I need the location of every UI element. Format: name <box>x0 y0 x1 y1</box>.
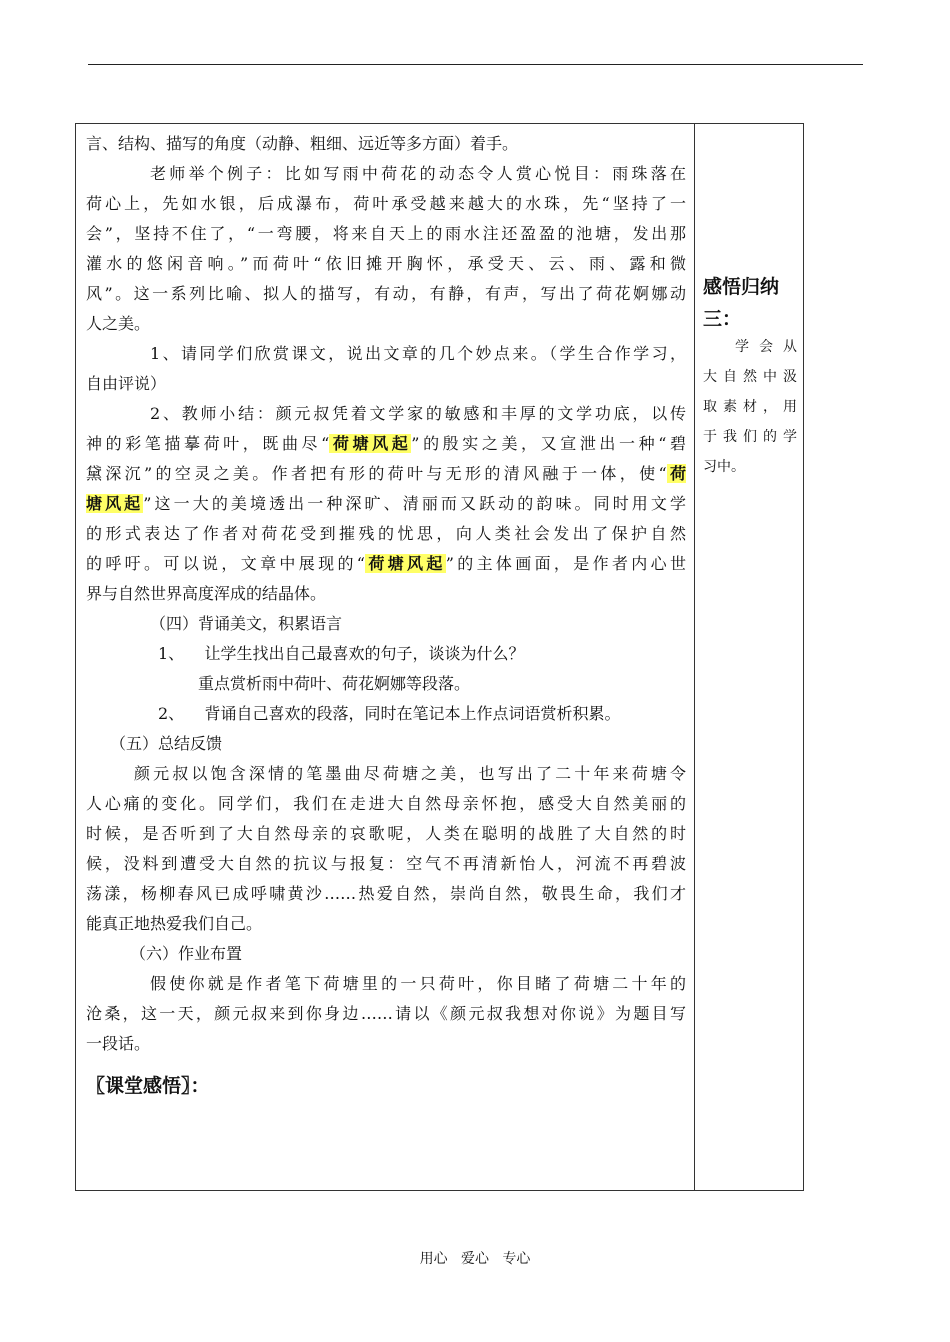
highlighted-title: 荷塘风起 <box>329 434 412 453</box>
side-title: 三： <box>703 308 742 330</box>
text-line: 老师举个例子：比如写雨中荷花的动态令人赏心悦目：雨珠落在 <box>150 164 686 183</box>
highlighted-title: 荷塘风起 <box>364 554 446 573</box>
text-line: 灌水的悠闲音响。”而荷叶“依旧摊开胸怀，承受天、云、雨、露和微 <box>86 254 686 273</box>
text-span: 黛深沉”的空灵之美。作者把有形的荷叶与无形的清风融于一体，使“ <box>86 464 667 483</box>
side-title: 感悟归纳 <box>703 276 780 298</box>
text-span: 神的彩笔描摹荷叶，既曲尽“ <box>86 434 330 453</box>
text-line <box>86 488 686 520</box>
text-line: 人之美。 <box>86 314 151 333</box>
text-line: 界与自然世界高度浑成的结晶体。 <box>86 584 327 603</box>
content-table <box>75 123 804 1191</box>
text-span: ”的殷实之美，又宣泄出一种“碧 <box>411 434 686 453</box>
text-line: 2、 背诵自己喜欢的段落，同时在笔记本上作点词语赏析积累。 <box>158 704 621 723</box>
section-heading: （五）总结反馈 <box>110 734 223 753</box>
header-rule <box>88 64 863 65</box>
side-text-line: 取素材，用 <box>703 399 797 415</box>
text-line: 的形式表达了作者对荷花受到摧残的忧思，向人类社会发出了保护自然 <box>86 524 686 543</box>
lesson-reflection-heading: 〖课堂感悟〗： <box>86 1075 210 1097</box>
text-line: 荷心上，先如水银，后成瀑布，荷叶承受越来越大的水珠，先“坚持了一 <box>86 194 686 213</box>
page-footer: 用心 爱心 专心 <box>419 1251 531 1267</box>
text-line: 1、请同学们欣赏课文，说出文章的几个妙点来。（学生合作学习， <box>150 344 686 363</box>
text-line: 会”，坚持不住了，“一弯腰，将来自天上的雨水注还盈盈的池塘，发出那 <box>86 224 686 243</box>
section-heading: （六）作业布置 <box>130 944 243 963</box>
side-text-line: 习中。 <box>703 459 745 475</box>
text-span: ”这一大的美境透出一种深旷、清丽而又跃动的韵味。同时用文学 <box>143 494 686 513</box>
text-line: 2、教师小结：颜元叔凭着文学家的敏感和丰厚的文学功底，以传 <box>150 404 686 423</box>
text-line <box>86 548 686 580</box>
text-span: 的呼吁。可以说，文章中展现的“ <box>86 554 365 573</box>
side-text-line: 学会从 <box>735 339 797 355</box>
text-line: 假使你就是作者笔下荷塘里的一只荷叶，你目睹了荷塘二十年的 <box>150 974 686 993</box>
text-line: 风”。这一系列比喻、拟人的描写，有动，有静，有声，写出了荷花婀娜动 <box>86 284 686 303</box>
text-line: 一段话。 <box>86 1034 151 1053</box>
highlighted-title: 塘风起 <box>86 494 144 513</box>
column-divider <box>694 124 695 1190</box>
text-line: 沧桑，这一天，颜元叔来到你身边……请以《颜元叔我想对你说》为题目写 <box>86 1004 686 1023</box>
text-line: 重点赏析雨中荷叶、荷花婀娜等段落。 <box>198 674 471 693</box>
side-text-line: 大自然中汲 <box>703 369 797 385</box>
text-line <box>86 428 686 460</box>
section-heading: （四）背诵美文，积累语言 <box>150 614 343 633</box>
text-line <box>86 458 686 490</box>
text-line: 言、结构、描写的角度（动静、粗细、远近等多方面）着手。 <box>86 134 519 153</box>
text-line: 人心痛的变化。同学们，我们在走进大自然母亲怀抱，感受大自然美丽的 <box>86 794 686 813</box>
highlighted-title: 荷 <box>666 464 686 483</box>
text-line: 荡漾，杨柳春风已成呼啸黄沙……热爱自然，崇尚自然，敬畏生命，我们才 <box>86 884 686 903</box>
text-line: 候，没料到遭受大自然的抗议与报复：空气不再清新怡人，河流不再碧波 <box>86 854 686 873</box>
text-span: ”的主体画面，是作者内心世 <box>445 554 686 573</box>
text-line: 自由评说） <box>86 374 167 393</box>
text-line: 颜元叔以饱含深情的笔墨曲尽荷塘之美，也写出了二十年来荷塘令 <box>134 764 686 783</box>
text-line: 能真正地热爱我们自己。 <box>86 914 263 933</box>
text-line: 时候，是否听到了大自然母亲的哀歌呢，人类在聪明的战胜了大自然的时 <box>86 824 686 843</box>
side-text-line: 于我们的学 <box>703 429 797 445</box>
text-line: 1、 让学生找出自己最喜欢的句子，谈谈为什么？ <box>158 644 525 663</box>
